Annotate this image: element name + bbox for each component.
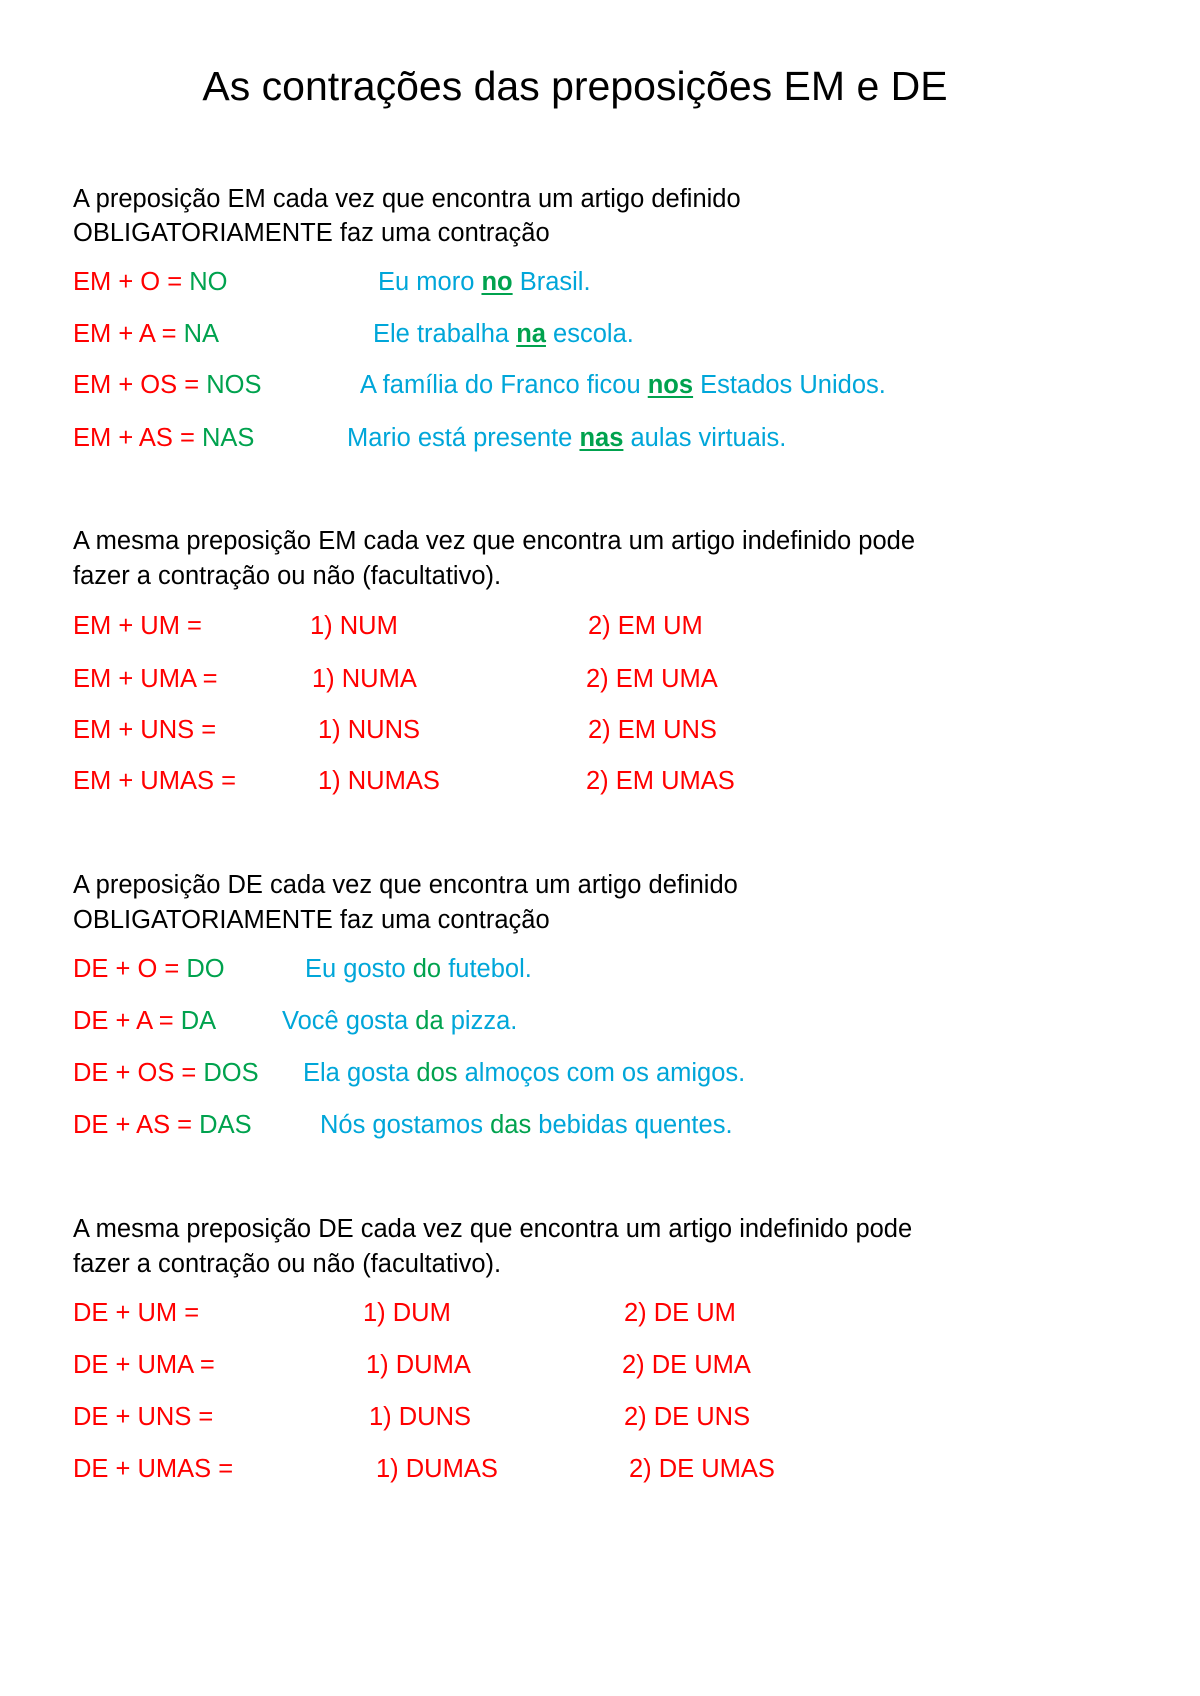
formula: DE + A =: [73, 1007, 181, 1035]
option-uncontracted: 2) EM UMA: [586, 665, 718, 693]
section4-row: [0, 1297, 1200, 1329]
section3-row: [0, 1109, 1200, 1141]
option-uncontracted: 2) EM UM: [588, 612, 703, 640]
section2-intro-line2: fazer a contração ou não (facultativo).: [73, 562, 502, 590]
page-title: As contrações das preposições EM e DE: [202, 63, 948, 109]
formula: EM + A =: [73, 320, 184, 348]
option-uncontracted: 2) DE UM: [624, 1299, 736, 1327]
section1-row: [0, 266, 1200, 298]
example-text: bebidas quentes.: [531, 1111, 733, 1139]
formula: DE + UMA =: [73, 1351, 215, 1379]
example-text: Você gosta: [282, 1007, 416, 1035]
example-text: Brasil.: [512, 268, 591, 296]
example-text: Ele trabalha: [373, 320, 517, 348]
formula: EM + O =: [73, 268, 190, 296]
result: DO: [186, 955, 225, 983]
formula: DE + AS =: [73, 1111, 200, 1139]
highlighted-word: nos: [647, 371, 694, 399]
formula: DE + OS =: [73, 1059, 204, 1087]
option-contracted: 1) NUNS: [318, 716, 421, 744]
example-text: com os amigos.: [559, 1059, 746, 1087]
example-text: pizza.: [443, 1007, 518, 1035]
section2-row: [0, 714, 1200, 746]
option-contracted: 1) DUMAS: [376, 1455, 498, 1483]
example-text: Mario está presente: [347, 424, 580, 452]
option-contracted: 1) DUM: [363, 1299, 451, 1327]
section2-intro-line1: A mesma preposição EM cada vez que encontra um artigo indefinido pode: [73, 527, 915, 555]
option-uncontracted: 2) DE UMA: [622, 1351, 751, 1379]
formula: DE + UM =: [73, 1299, 200, 1327]
section1-row: [0, 422, 1200, 454]
example-text: Estados Unidos.: [693, 371, 886, 399]
highlighted-word: nas: [579, 424, 624, 452]
result: NO: [189, 268, 228, 296]
example-text: futebol.: [441, 955, 532, 983]
section2-row: [0, 610, 1200, 642]
option-contracted: 1) DUMA: [366, 1351, 471, 1379]
formula: DE + O =: [73, 955, 187, 983]
section1-intro-line1: A preposição EM cada vez que encontra um artigo definido: [73, 185, 741, 213]
option-uncontracted: 2) DE UNS: [624, 1403, 751, 1431]
contraction-word: do: [412, 955, 442, 983]
result: DAS: [199, 1111, 252, 1139]
formula: EM + AS =: [73, 424, 202, 452]
section1-row: [0, 318, 1200, 350]
result: NAS: [201, 424, 255, 452]
example-text: aulas virtuais.: [623, 424, 787, 452]
example-text: Eu gosto: [305, 955, 413, 983]
result: NOS: [206, 371, 262, 399]
result: DOS: [203, 1059, 259, 1087]
section3-row: [0, 1005, 1200, 1037]
section4-row: [0, 1453, 1200, 1485]
example-text: Nós gostamos: [320, 1111, 491, 1139]
option-contracted: 1) NUMAS: [318, 767, 440, 795]
formula: EM + OS =: [73, 371, 207, 399]
option-contracted: 1) DUNS: [369, 1403, 472, 1431]
example-text: Ela gosta: [303, 1059, 417, 1087]
formula: EM + UM =: [73, 612, 202, 640]
section4-row: [0, 1401, 1200, 1433]
option-uncontracted: 2) EM UNS: [588, 716, 717, 744]
example-text: Eu moro: [378, 268, 482, 296]
example-text: A família do Franco ficou: [360, 371, 648, 399]
section3-row: [0, 1057, 1200, 1089]
formula: DE + UMAS =: [73, 1455, 234, 1483]
contraction-word: dos: [416, 1059, 458, 1087]
formula: DE + UNS =: [73, 1403, 214, 1431]
option-contracted: 1) NUM: [310, 612, 398, 640]
contraction-word: das: [490, 1111, 532, 1139]
option-uncontracted: 2) EM UMAS: [586, 767, 735, 795]
section1-intro-line2: OBLIGATORIAMENTE faz uma contração: [73, 219, 550, 247]
section3-intro-line2: OBLIGATORIAMENTE faz uma contração: [73, 906, 550, 934]
section1-row: [0, 369, 1200, 401]
formula: EM + UMAS =: [73, 767, 236, 795]
result: DA: [180, 1007, 217, 1035]
section2-row: [0, 663, 1200, 695]
section4-intro-line2: fazer a contração ou não (facultativo).: [73, 1250, 502, 1278]
highlighted-word: no: [481, 268, 513, 296]
section2-row: [0, 765, 1200, 797]
formula: EM + UNS =: [73, 716, 217, 744]
section3-row: [0, 953, 1200, 985]
example-text: escola.: [545, 320, 634, 348]
section3-intro-line1: A preposição DE cada vez que encontra um artigo definido: [73, 871, 738, 899]
contraction-word: da: [415, 1007, 444, 1035]
formula: EM + UMA =: [73, 665, 218, 693]
section4-intro-line1: A mesma preposição DE cada vez que encontra um artigo indefinido pode: [73, 1215, 913, 1243]
example-text: almoços: [457, 1059, 560, 1087]
section4-row: [0, 1349, 1200, 1381]
highlighted-word: na: [516, 320, 546, 348]
option-uncontracted: 2) DE UMAS: [629, 1455, 775, 1483]
result: NA: [183, 320, 220, 348]
option-contracted: 1) NUMA: [312, 665, 417, 693]
